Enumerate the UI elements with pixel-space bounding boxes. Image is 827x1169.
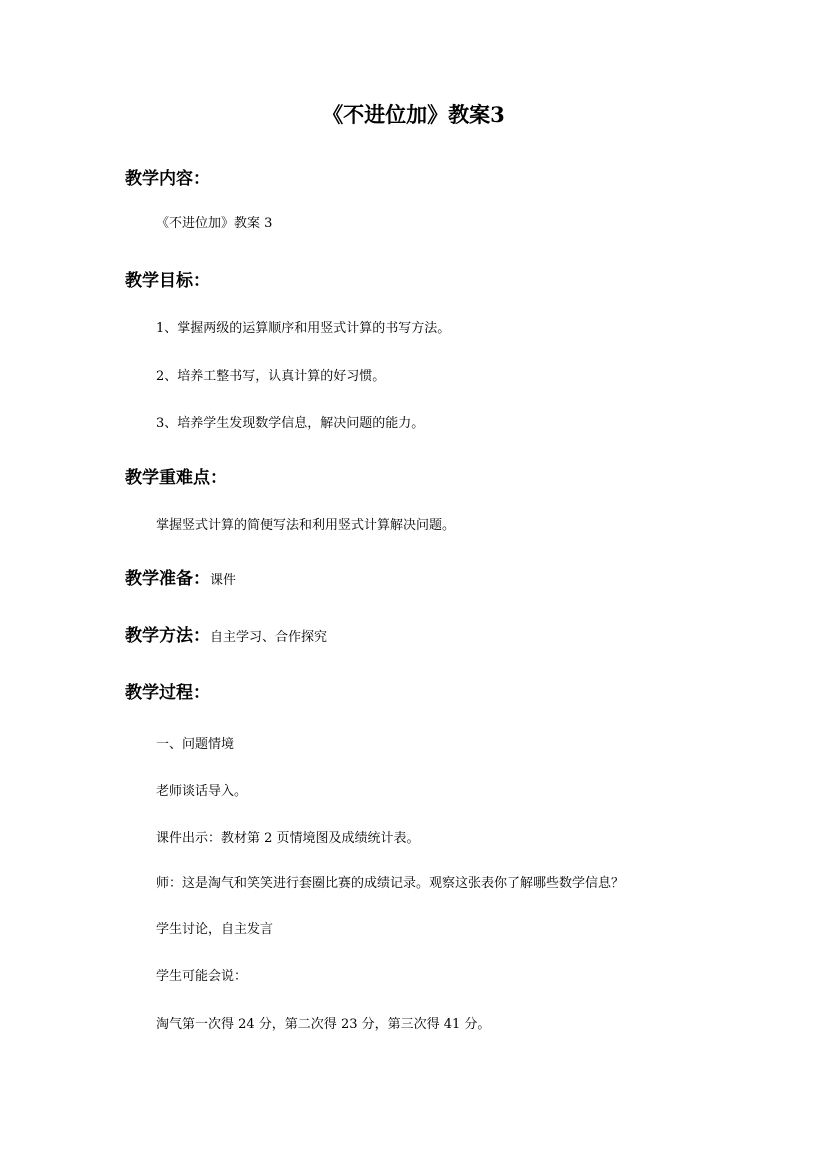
process-line-2: 老师谈话导入。 bbox=[156, 784, 248, 799]
preparation-heading: 教学准备： bbox=[125, 569, 210, 589]
method-value: 自主学习、合作探究 bbox=[210, 630, 328, 645]
preparation-value: 课件 bbox=[210, 573, 237, 588]
objective-item-3: 3、培养学生发现数学信息，解决问题的能力。 bbox=[156, 416, 425, 431]
preparation-row bbox=[125, 567, 236, 593]
process-line-4: 师：这是淘气和笑笑进行套圈比赛的成绩记录。观察这张表你了解哪些数学信息？ bbox=[156, 876, 625, 891]
process-line-6: 学生可能会说： bbox=[156, 969, 248, 984]
method-heading: 教学方法： bbox=[125, 626, 210, 646]
process-line-5: 学生讨论，自主发言 bbox=[156, 922, 274, 937]
objective-item-2: 2、培养工整书写，认真计算的好习惯。 bbox=[156, 369, 386, 384]
method-row bbox=[125, 624, 327, 650]
key-points-heading: 教学重难点： bbox=[125, 468, 227, 488]
process-line-7: 淘气第一次得 24 分，第二次得 23 分，第三次得 41 分。 bbox=[156, 1017, 491, 1032]
process-line-3: 课件出示：教材第 2 页情境图及成绩统计表。 bbox=[156, 831, 420, 846]
content-heading: 教学内容： bbox=[125, 169, 210, 189]
process-line-1: 一、问题情境 bbox=[156, 737, 235, 752]
process-heading: 教学过程： bbox=[125, 683, 210, 703]
content-text: 《不进位加》教案 3 bbox=[156, 216, 273, 231]
objectives-heading: 教学目标： bbox=[125, 271, 210, 291]
key-points-text: 掌握竖式计算的简便写法和利用竖式计算解决问题。 bbox=[156, 518, 456, 533]
objective-item-1: 1、掌握两级的运算顺序和用竖式计算的书写方法。 bbox=[156, 321, 451, 336]
document-title: 《不进位加》教案3 bbox=[322, 102, 505, 127]
